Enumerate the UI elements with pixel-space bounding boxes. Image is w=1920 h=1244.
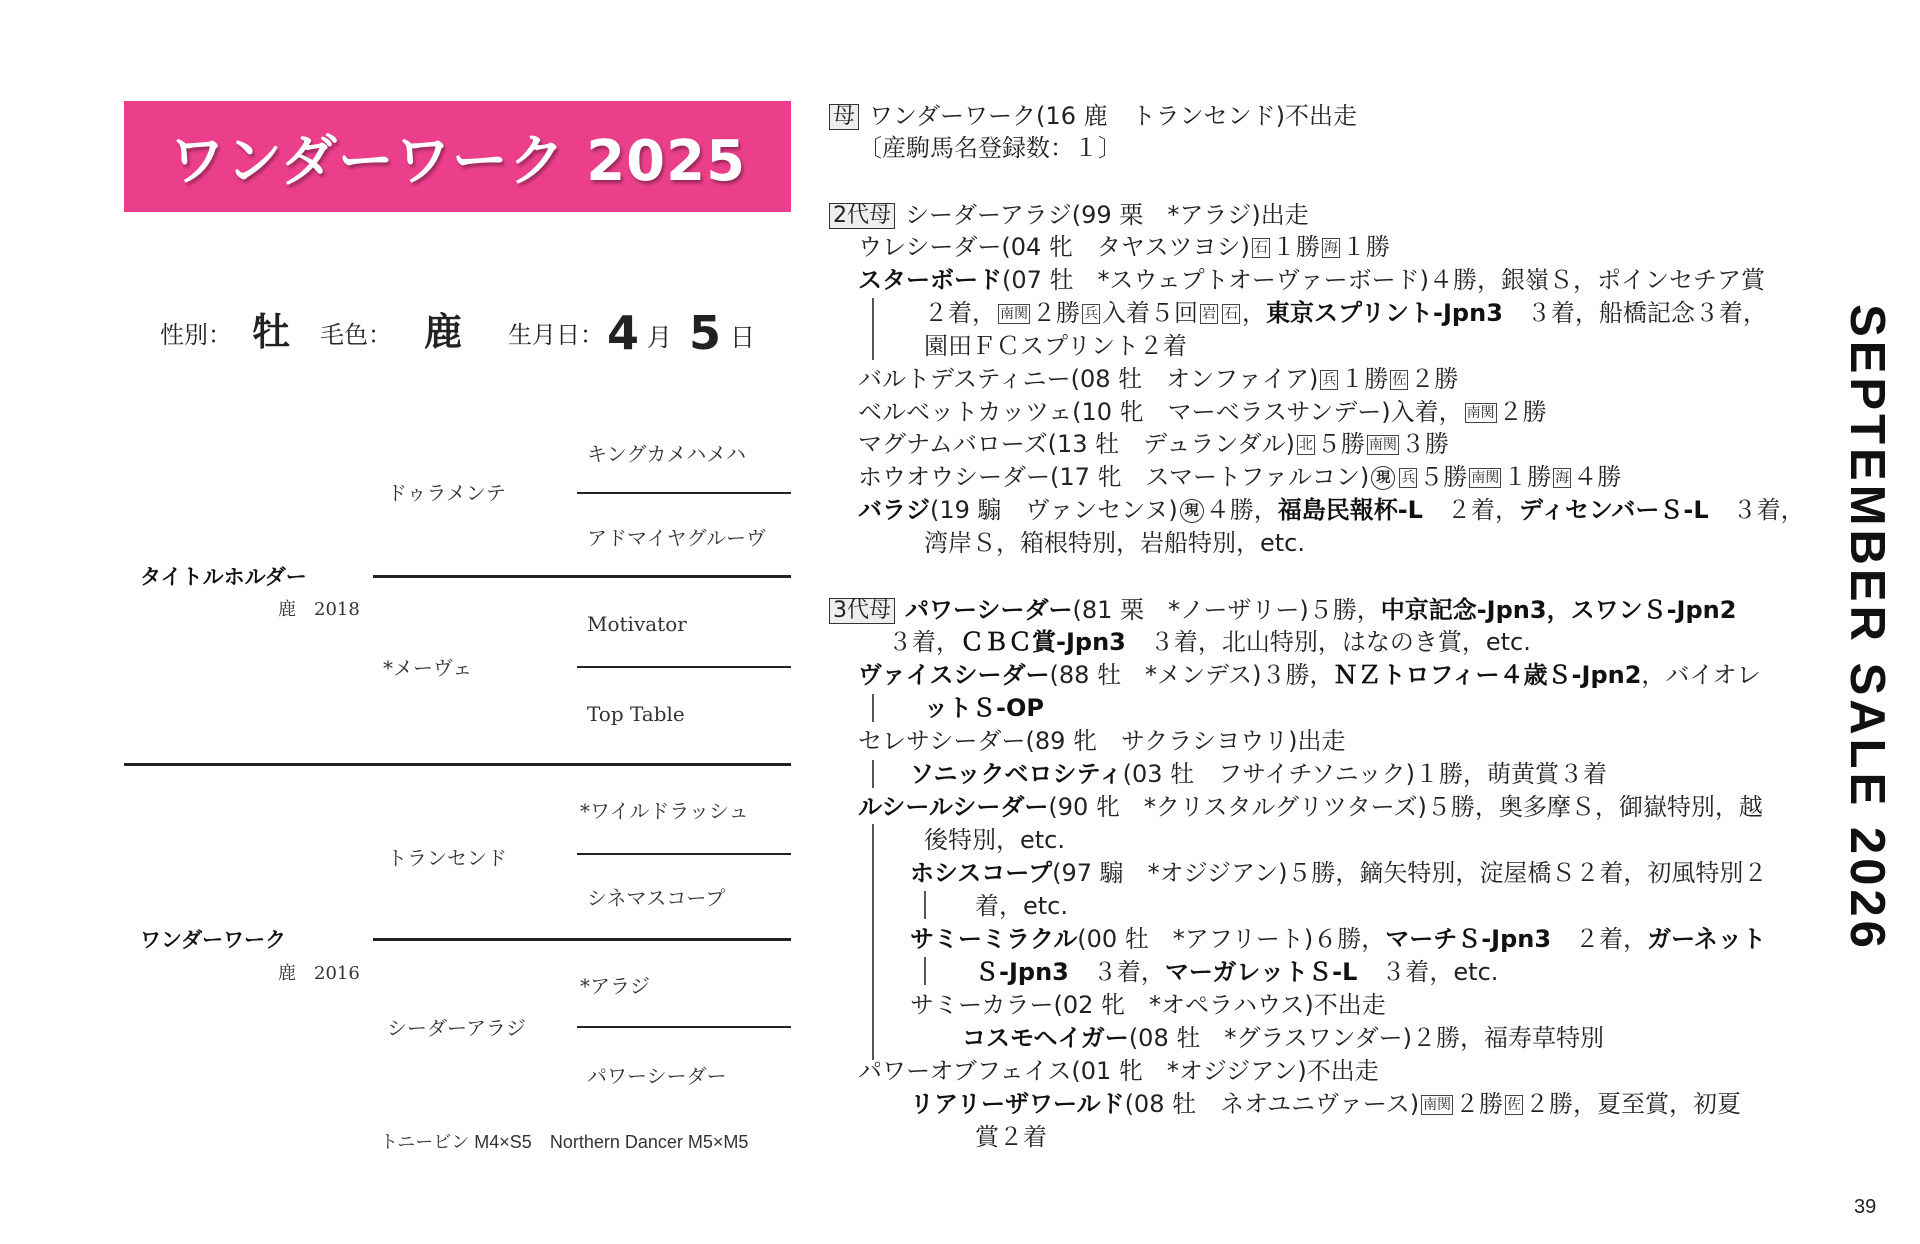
family-bar — [924, 891, 926, 919]
pedigree-line — [577, 1026, 791, 1028]
pedigree-sire-name: タイトルホルダー — [140, 566, 307, 589]
birth-month: 4 — [607, 306, 640, 360]
pedigree-dam-name: ワンダーワーク — [140, 929, 287, 952]
pedigree-sds: Motivator — [587, 612, 687, 636]
pedigree-dam-dam: シーダーアラジ — [387, 1016, 526, 1040]
family-line: ルシールシーダー(90 牝 *クリスタルグリツターズ)５勝，奥多摩Ｓ，御嶽特別，越 — [858, 793, 1763, 821]
family-line: ットＳ-OP — [924, 694, 1044, 722]
pedigree-line — [577, 666, 791, 668]
family-line: スターボード(07 牡 *スウェプトオーヴァーボード)４勝，銀嶺Ｓ，ポインセチア賞 — [858, 266, 1765, 294]
family-line: バラジ(19 騸 ヴァンセンヌ) 現 ４勝，福島民報杯-L ２着，ディセンバーＳ-L ３着， — [858, 496, 1805, 524]
family-line: 湾岸Ｓ，箱根特別，岩船特別，etc. — [924, 529, 1305, 557]
pedigree-sire-sire: ドゥラメンテ — [387, 481, 506, 505]
family-line: 園田ＦＣスプリント２着 — [924, 332, 1188, 360]
family-line: ３着，ＣＢＣ賞-Jpn3 ３着，北山特別，はなのき賞，etc. — [888, 628, 1531, 656]
pedigree-dss: *ワイルドラッシュ — [580, 799, 749, 823]
family-bar — [872, 298, 874, 360]
inbreeding-note: トニービン M4×S5 Northern Dancer M5×M5 — [380, 1132, 749, 1152]
pedigree-line — [373, 575, 791, 578]
family-bar — [924, 957, 926, 985]
family-bar — [872, 694, 874, 722]
family-line: コスモヘイガー(08 牡 *グラスワンダー)２勝，福寿草特別 — [962, 1024, 1605, 1052]
pedigree-sire-dam: *メーヴェ — [383, 656, 473, 680]
family-line: ホシスコープ(97 騸 *オジジアン)５勝，鏑矢特別，淀屋橋Ｓ２着，初風特別２ — [910, 859, 1768, 887]
pedigree-dam-color-year: 鹿 2016 — [278, 963, 360, 984]
family-line: セレサシーダー(89 牝 サクラシヨウリ)出走 — [858, 727, 1346, 755]
horse-title: ワンダーワーク 2025 — [168, 128, 747, 194]
side-title — [1812, 304, 1920, 952]
pedigree-dds: *アラジ — [580, 974, 650, 998]
family-line: 母 ワンダーワーク(16 鹿 トランセンド)不出走 — [829, 100, 1357, 132]
horse-title-banner — [124, 101, 791, 212]
family-line: パワーオブフェイス(01 牝 *オジジアン)不出走 — [858, 1057, 1379, 1085]
family-bar — [872, 760, 874, 788]
family-line: Ｓ-Jpn3 ３着，マーガレットＳ-L ３着，etc. — [975, 958, 1499, 986]
sex-label: 性別： — [160, 321, 232, 349]
family-line: ベルベットカッツェ(10 牝 マーベラスサンデー)入着， 南関 ２勝 — [858, 398, 1547, 426]
family-line: 〔産駒馬名登録数：１〕 — [858, 134, 1122, 162]
sex-value: 牡 — [252, 310, 291, 354]
side-title-text: SEPTEMBER SALE 2026 — [1840, 304, 1894, 952]
month-unit: 月 — [647, 323, 673, 352]
pedigree-divider — [124, 763, 791, 766]
color-value: 鹿 — [424, 310, 463, 354]
page-number: 39 — [1854, 1196, 1877, 1218]
second-dam-label: 2代母 — [829, 203, 895, 229]
family-line: 着，etc. — [975, 892, 1068, 920]
family-line: サミーカラー(02 牝 *オペラハウス)不出走 — [910, 991, 1386, 1019]
pedigree-dsd: シネマスコープ — [587, 886, 726, 910]
family-line: サミーミラクル(00 牡 *アフリート)６勝，マーチＳ-Jpn3 ２着，ガーネット — [910, 925, 1766, 953]
pedigree-ddd: パワーシーダー — [587, 1064, 727, 1088]
family-line: ヴァイスシーダー(88 牡 *メンデス)３勝，ＮＺトロフィー４歳Ｓ-Jpn2，バイオレ — [858, 661, 1761, 689]
pedigree-sire-color-year: 鹿 2018 — [278, 599, 360, 620]
pedigree-ssd: アドマイヤグルーヴ — [587, 526, 766, 550]
family-line: ウレシーダー(04 牝 タヤスツヨシ) 石 １勝 海 １勝 — [858, 233, 1390, 261]
family-bar — [872, 824, 874, 1060]
birth-day: 5 — [689, 306, 722, 360]
family-line: 2代母 シーダーアラジ(99 栗 *アラジ)出走 — [829, 199, 1309, 231]
family-line: マグナムバローズ(13 牡 デュランダル) 北 ５勝 南関 ３勝 — [858, 430, 1449, 458]
family-line: 後特別，etc. — [924, 826, 1065, 854]
family-line: リアリーザワールド(08 牡 ネオユニヴァース) 南関 ２勝 佐 ２勝，夏至賞，初夏 — [910, 1090, 1742, 1118]
family-line: ホウオウシーダー(17 牝 スマートファルコン) 現 兵 ５勝 南関 １勝 海 ４勝 — [858, 463, 1622, 491]
pedigree-line — [373, 938, 791, 941]
dam-label: 母 — [829, 104, 859, 130]
pedigree-line — [577, 492, 791, 494]
family-line: ソニックベロシティ(03 牡 フサイチソニック)１勝，萌黄賞３着 — [910, 760, 1607, 788]
third-dam-label: 3代母 — [829, 598, 895, 624]
family-line: 賞２着 — [975, 1123, 1047, 1151]
family-line: 3代母 パワーシーダー(81 栗 *ノーザリー)５勝，中京記念-Jpn3，スワンＳ-Jpn2 — [829, 594, 1736, 626]
pedigree-sss: キングカメハメハ — [587, 442, 746, 466]
birth-label: 生月日： — [508, 321, 604, 349]
pedigree-line — [577, 853, 791, 855]
family-line: ２着， 南関 ２勝 兵 入着５回 岩 石 ，東京スプリント-Jpn3 ３着，船橋記念３着， — [924, 299, 1767, 327]
color-label: 毛色： — [320, 321, 392, 349]
day-unit: 日 — [730, 323, 756, 352]
family-line: バルトデスティニー(08 牡 オンファイア) 兵 １勝 佐 ２勝 — [858, 365, 1459, 393]
pedigree-dam-sire: トランセンド — [387, 846, 507, 870]
pedigree-sdd: Top Table — [587, 702, 685, 726]
